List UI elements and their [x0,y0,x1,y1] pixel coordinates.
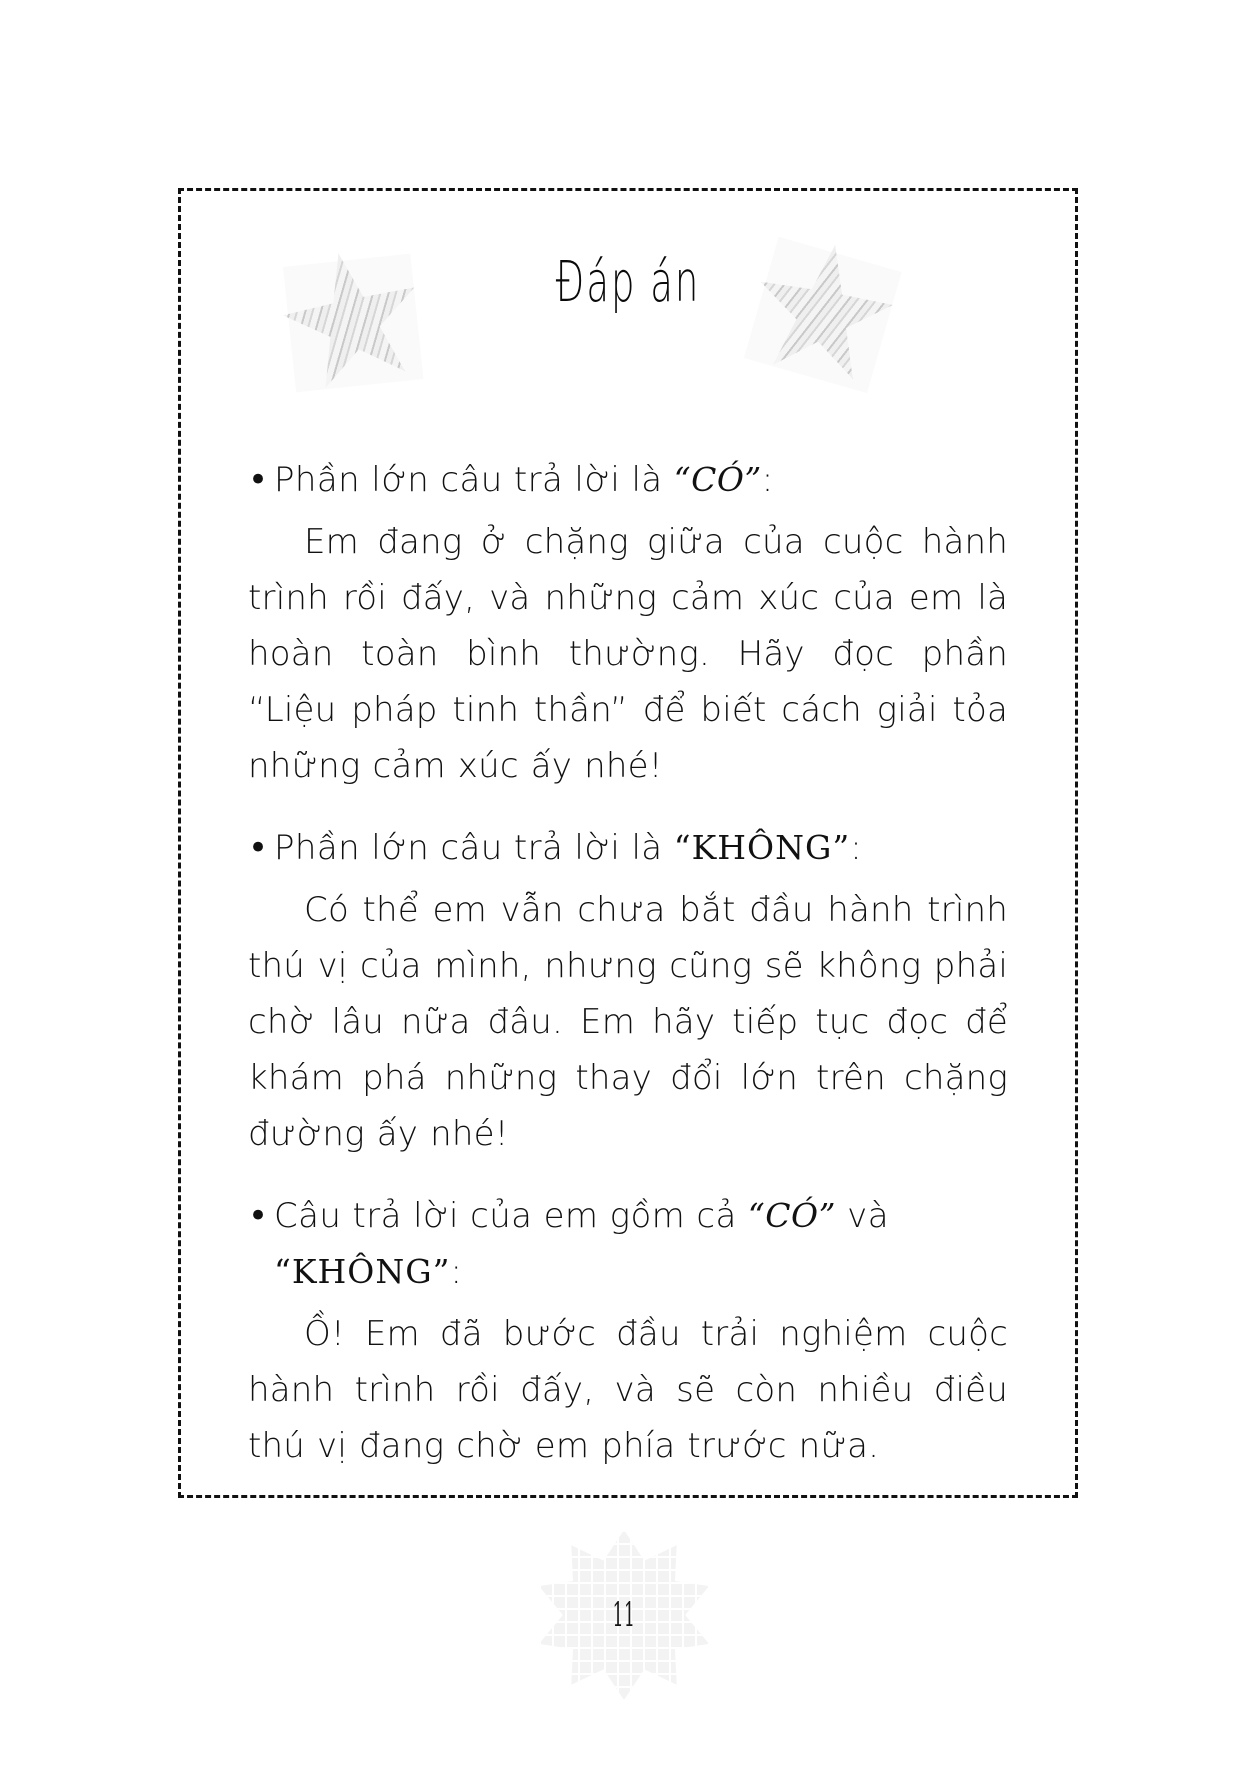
page-number: 11 [612,1595,636,1635]
bullet-prefix: Câu trả lời của em gồm cả [274,1196,748,1236]
starburst-icon [539,1530,709,1700]
page-title: Đáp án [555,250,701,315]
bullet-label-2 [274,820,1008,876]
page-footer [0,1530,1248,1730]
bullet-emphasis: “KHÔNG” [673,828,851,867]
bullet-prefix: Phần lớn câu trả lời là [274,460,674,500]
answer-paragraph-1: Em đang ở chặng giữa của cuộc hành trình rồi đấy, và những cảm xúc của em là hoàn toàn bình thường. Hãy đọc phần “Liệu pháp tinh thần” để biết cách giải tỏa những cảm xúc ấy nhé! [248,522,1008,786]
bullet-label-3 [274,1188,1008,1300]
bullet-label-1 [274,452,1008,508]
bullet-marker: • [248,828,269,868]
answer-section-1 [248,452,1008,794]
bullet-item-1 [248,452,1008,508]
answer-paragraph-3: Ồ! Em đã bước đầu trải nghiệm cuộc hành trình rồi đấy, và sẽ còn nhiều điều thú vị đang chờ em phía trước nữa. [248,1314,1008,1466]
star-icon-right [742,233,904,395]
bullet-item-2 [248,820,1008,876]
bullet-prefix: Phần lớn câu trả lời là [274,828,674,868]
bullet-marker: • [248,1196,269,1236]
bullet-item-3 [248,1188,1008,1300]
bullet-emphasis: “CÓ” [747,1196,836,1235]
bullet-suffix: : [761,460,774,500]
page-header [178,230,1078,390]
bullet-emphasis: “CÓ” [673,460,762,499]
answer-section-2 [248,820,1008,1162]
bullet-middle: và [835,1196,889,1236]
bullet-marker: • [248,460,269,500]
answer-section-3 [248,1188,1008,1474]
bullet-suffix: : [850,828,863,868]
bullet-suffix: : [450,1252,463,1292]
answer-paragraph-2: Có thể em vẫn chưa bắt đầu hành trình thú vị của mình, nhưng cũng sẽ không phải chờ lâu nữa đâu. Em hãy tiếp tục đọc để khám phá những thay đổi lớn trên chặng đường ấy nhé! [248,890,1008,1154]
bullet-emphasis-2: “KHÔNG” [274,1252,451,1291]
answers-content [248,452,1008,1500]
